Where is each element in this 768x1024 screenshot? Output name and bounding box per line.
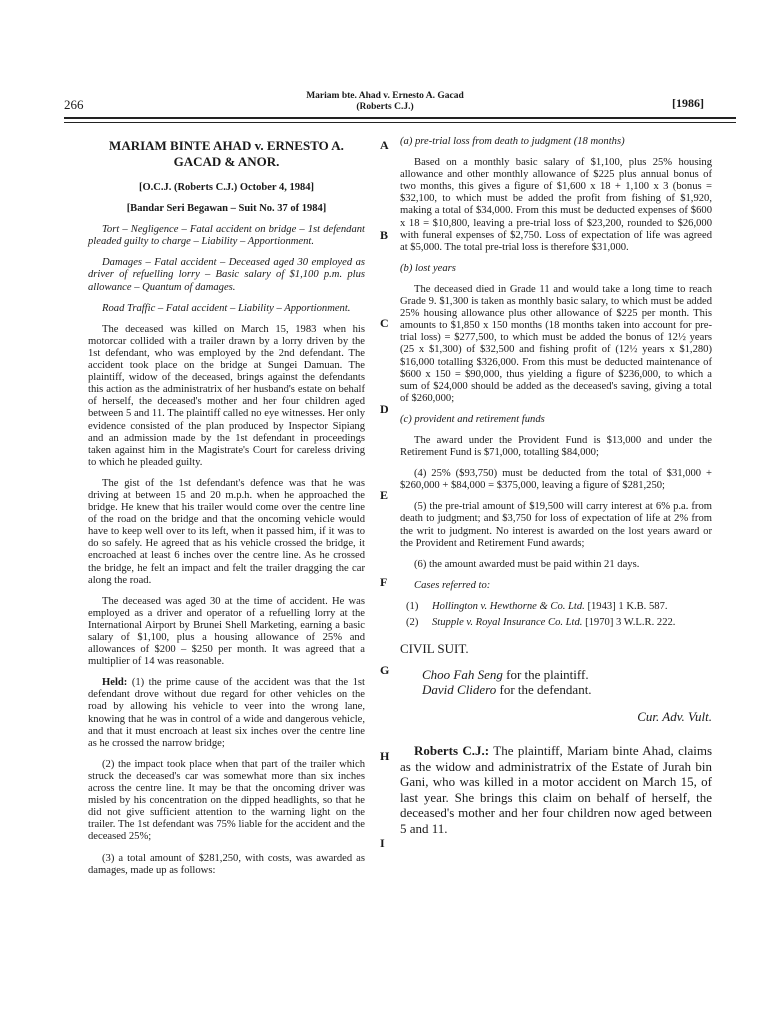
margin-letter-d: D (380, 402, 389, 416)
margin-letter-c: C (380, 316, 389, 330)
counsel-role: for the plaintiff. (506, 667, 589, 683)
civil-suit-heading: CIVIL SUIT. (400, 641, 469, 657)
margin-letter-g: G (380, 663, 390, 677)
running-title (260, 91, 510, 113)
headnote-paragraph: The deceased was killed on March 15, 1983 when his motorcar collided with a trailer drawn by a lorry driven by the 1st defendant, who was employed by the 2nd defendant. The accident took place on the bridge at Sungei Damuan. The plaintiff, widow of the deceased, brings against the defendants this action as the administratrix of her husband's estate on behalf of herself, the deceased's mother and her four children aged between 5 and 11. The plaintiff called no eye witnesses. Her only evidence consisted of the plan produced by Inspector Sipiang and an admission made by the 1st defendant in proceedings taken against him in the Magistrate's Court for careless driving to which he pleaded guilty. (88, 323, 365, 468)
running-title-line2: (Roberts C.J.) (356, 102, 414, 112)
headnote-paragraph: The gist of the 1st defendant's defence was that he was driving at between 15 and 20 m.p.h. when he approached the bridge. He knew that his trailer would come over the centre line of the road on the bridge and that the oncoming vehicle would have to keep well over to its left, when it passed him, if it was to do so safely. He agreed that as his vehicle crossed the bridge, it encroached at least 6 inches over the centre line. As he crossed the bridge, he felt an impact and felt the trailer dragging the car along the road. (88, 477, 365, 586)
award-text: The award under the Provident Fund is $13,000 and under the Retirement Fund is $71,000, totalling $84,000; (400, 434, 712, 459)
judgment-opening (400, 743, 712, 836)
order-item: (6) the amount awarded must be paid within 21 days. (414, 558, 640, 570)
held-paragraph: (2) the impact took place when that part of the trailer which struck the deceased's car was somewhat more than six inches across the centre line. It may be that the oncoming driver was misled by his concentration on the dipped headlights, so that he did not give sufficient attention to the warning light on the trailer. The 1st defendant was 75% liable for the accident and the deceased 25%; (88, 758, 365, 843)
judgment-text: The plaintiff, Mariam binte Ahad, claims as the widow and administratrix of the Estate of Jurah bin Gani, who was killed in a motor accident on March 15, of last year. She brings this claim on behalf of herself, the deceased's mother and her four children now aged between 5 and 11. (400, 743, 713, 836)
order-item: (4) 25% ($93,750) must be deducted from the total of $31,000 + $260,000 + $84,000 = $375,000, leaving a figure of $281,250; (400, 468, 712, 492)
left-column (88, 136, 365, 886)
held-paragraph (88, 677, 365, 750)
held-paragraph: (3) a total amount of $281,250, with costs, was awarded as damages, made up as follows: (88, 852, 365, 876)
counsel-role: for the defendant. (499, 682, 592, 698)
case-name: Hollington v. Hewthorne & Co. Ltd. (432, 600, 585, 612)
case-title: MARIAM BINTE AHAD v. ERNESTO A. GACAD & ANOR. (109, 138, 344, 169)
margin-letter-h: H (380, 749, 390, 763)
counsel-line (422, 667, 712, 682)
right-column (400, 136, 712, 845)
suit-line: [Bandar Seri Begawan – Suit No. 37 of 1984] (126, 203, 327, 215)
award-text: Based on a monthly basic salary of $1,100, plus 25% housing allowance and other monthly allowance of $225 plus annual bonus of two months, this gives a figure of $1,600 x 18 + 1,100 x 3 (bonus = $32,100, to which must be added the profit from fishing of $1,920, making a total of $34,000. From this must be deducted expenses of $600 x 18 = $10,800, leaving a pre-trial loss of $23,200, rounded to $26,000 with funeral expenses of $2,750. Loss of expectation of life was agreed at $5,000. The total pre-trial loss is therefore $31,000. (400, 157, 712, 253)
case-cite: [1970] 3 W.L.R. 222. (585, 617, 676, 628)
court-line: [O.C.J. (Roberts C.J.) October 4, 1984] (138, 182, 315, 193)
order-item: (5) the pre-trial amount of $19,500 will carry interest at 6% p.a. from death to judgment; and $3,750 for loss of expectation of life at 2% from the writ to judgment. No interest is awarded on the lost years award or the Provident and Retirement Fund awards; (400, 501, 712, 549)
margin-letter-e: E (380, 488, 389, 502)
cases-heading: Cases referred to: (414, 579, 491, 591)
case-number: (2) (406, 617, 419, 628)
case-citation (400, 617, 712, 629)
case-citation (400, 601, 712, 613)
award-heading: (c) provident and retirement funds (400, 413, 545, 425)
cur-adv-vult: Cur. Adv. Vult. (637, 709, 712, 725)
held-label: Held: (102, 677, 128, 689)
counsel-name: Choo Fah Seng (422, 667, 503, 683)
award-text: The deceased died in Grade 11 and would take a long time to reach Grade 9. $1,300 is taken as monthly basic salary, to which must be added 25% housing allowance plus other allowance of $225 per month. This amounts to $1,850 x 150 months (18 months taken into account for pre-trial loss) = $277,500, to which must be added the bonus of 12½ years (25 x $1,300) of $32,500 and fishing profit of (12½ years x $1,280) $16,000 totalling $326,000. From this must be deducted maintenance of $600 x 150 = $90,000, thus yielding a figure of $236,000, to which a sum of $24,000 should be added as the deceased's saving, giving a total of $260,000; (400, 283, 712, 404)
report-year: [1986] (672, 96, 704, 110)
header-rule-thin (64, 122, 736, 123)
award-heading: (a) pre-trial loss from death to judgment (18 months) (400, 136, 625, 147)
page-number: 266 (64, 97, 84, 112)
catchword: Road Traffic – Fatal accident – Liability – Apportionment. (102, 302, 351, 314)
margin-letter-a: A (380, 138, 389, 152)
counsel-line (422, 682, 712, 697)
margin-letter-b: B (380, 228, 389, 242)
margin-letter-i: I (380, 836, 385, 850)
case-cite: [1943] 1 K.B. 587. (587, 600, 668, 612)
running-title-line1: Mariam bte. Ahad v. Ernesto A. Gacad (306, 91, 464, 101)
catchword: Tort – Negligence – Fatal accident on bridge – 1st defendant pleaded guilty to charge – Liability – Apportionment. (88, 224, 365, 248)
cases-list (400, 601, 712, 629)
header-rule-thick (64, 117, 736, 119)
counsel-name: David Clidero (422, 682, 497, 698)
case-number: (1) (406, 600, 419, 612)
headnote-paragraph: The deceased was aged 30 at the time of accident. He was employed as a driver and operator of a refuelling lorry at the International Airport by Brunei Shell Marketing, earning a basic salary of $1,100, plus a housing allowance of 25% and allowances of $200 – $250 per month. It was agreed that a multiplier of 14 was reasonable. (88, 595, 365, 668)
held-item: (1) the prime cause of the accident was that the 1st defendant drove without due regard for other vehicles on the road by allowing his vehicle to veer into the wrong lane, knowing that he was in control of a wide and dangerous vehicle, and that it must encroach at least six inches over the centre line as he crossed the narrow bridge; (88, 677, 365, 749)
judgment-speaker: Roberts C.J.: (414, 743, 490, 759)
margin-letter-f: F (380, 575, 388, 589)
catchword: Damages – Fatal accident – Deceased aged 30 employed as driver of refuelling lorry – Basic salary of $1,100 p.m. plus allowance – Quantum of damages. (88, 257, 365, 293)
case-name: Stupple v. Royal Insurance Co. Ltd. (432, 617, 583, 628)
award-heading: (b) lost years (400, 262, 456, 274)
